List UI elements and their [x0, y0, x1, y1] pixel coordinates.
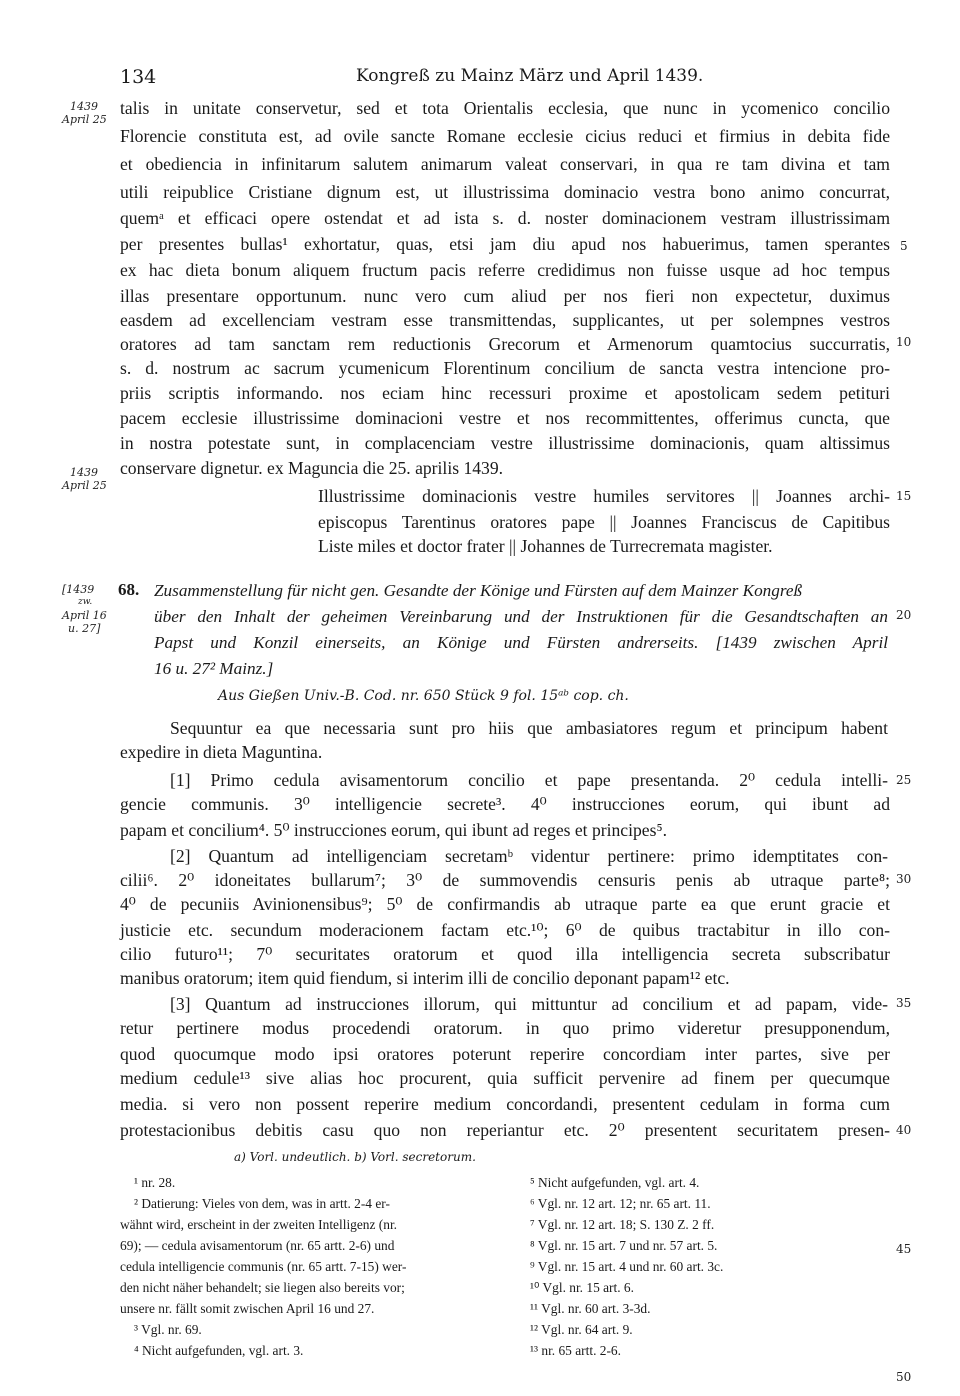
text-line: in nostra potestate sunt, in complacenciam vestre illustrissime dominacionis, quam altissimus: [120, 433, 890, 453]
footnote: ⁵ Nicht aufgefunden, vgl. art. 4.: [530, 1175, 700, 1190]
text-line: papam et concilium⁴. 5⁰ instrucciones eorum, qui ibunt ad reges et principes⁵.: [120, 820, 667, 840]
text-line: [2] Quantum ad intelligenciam secretamᵇ videntur pertinere: primo idemptitates con-: [170, 846, 888, 866]
source-citation: Aus Gießen Univ.-B. Cod. nr. 650 Stück 9 fol. 15ᵃᵇ cop. ch.: [218, 688, 629, 704]
footnote: unsere nr. fällt somit zwischen April 16 und 27.: [120, 1301, 375, 1316]
line-number: 30: [896, 872, 912, 886]
margin-note-zw: zw.: [78, 597, 93, 607]
text-line: media. si vero non possent reperire medium concordandi, presentent cedulam in forma cum: [120, 1094, 890, 1114]
text-line: s. d. nostrum ac sacrum ycumenicum Florentinum concilium de sancta vestra intencione pro-: [120, 358, 890, 378]
text-line: cilio futuro¹¹; 7⁰ securitates oratorum et quod illa intelligencia secreta subscribatur: [120, 944, 890, 964]
text-line: utili reipublice Cristiane dignum est, ut illustrissima dominacio vestra bono animo concurrat,: [120, 182, 890, 202]
line-number: 15: [896, 489, 912, 503]
footnote: cedula intelligencie communis (nr. 65 artt. 7-15) wer-: [120, 1259, 407, 1274]
text-line: priis scriptis informando. nos eciam hinc recessuri proxime et apostolicam sedem petituri: [120, 383, 890, 403]
footnote: ¹³ nr. 65 artt. 2-6.: [530, 1343, 621, 1358]
text-line: quod quocumque modo ipsi oratores poterunt reperire concordiam inter partes, sive per: [120, 1044, 890, 1064]
margin-note-day: u. 27]: [68, 622, 101, 635]
footnote: ⁶ Vgl. nr. 12 art. 12; nr. 65 art. 11.: [530, 1196, 711, 1211]
footnote: den nicht näher behandelt; sie liegen also bereits vor;: [120, 1280, 405, 1295]
text-line: per presentes bullas¹ exhortatur, quas, etsi jam diu apud nos habuerimus, tamen sperantes: [120, 234, 890, 254]
margin-note-year: [1439: [62, 583, 95, 596]
footnote: ⁹ Vgl. nr. 15 art. 4 und nr. 60 art. 3c.: [530, 1259, 724, 1274]
text-line: manibus oratorum; item quid fiendum, si interim illi de concilio deponant papam¹² etc.: [120, 968, 730, 988]
footnote: ⁷ Vgl. nr. 12 art. 18; S. 130 Z. 2 ff.: [530, 1217, 715, 1232]
text-line: justicie etc. secundum moderacionem factam etc.¹⁰; 6⁰ de quibus tractabitur in illo con-: [120, 920, 890, 940]
section-heading-line: über den Inhalt der geheimen Vereinbarung und der Instruktionen für die Gesandtschaften an: [154, 607, 888, 626]
line-number: 5: [900, 239, 908, 253]
section-heading-line: Zusammenstellung für nicht gen. Gesandte der Könige und Fürsten auf dem Mainzer Kongreß: [154, 581, 803, 600]
text-line: medium cedule¹³ sive alias hoc procurent, quia sufficit pervenire ad finem per quecumque: [120, 1068, 890, 1088]
line-number: 25: [896, 773, 912, 787]
text-line: easdem ad excellenciam vestram esse transmittendas, supplicantes, ut per solempnes vestros: [120, 310, 890, 330]
text-line: protestacionibus debitis casu quo non reperiantur etc. 2⁰ presentent securitatem presen-: [120, 1120, 890, 1140]
section-heading-line: Papst und Konzil einerseits, an Könige und Fürsten andrerseits. [1439 zwischen April: [154, 633, 888, 652]
text-line: conservare dignetur. ex Maguncia die 25. aprilis 1439.: [120, 458, 504, 478]
line-number: 20: [896, 608, 912, 622]
text-line: Florencie constituta est, ad ovile sancte Romane ecclesie cicius reduci et firmius in debita fide: [120, 126, 890, 146]
line-number: 10: [896, 335, 912, 349]
text-line: pacem ecclesie illustrissime dominacioni vestre et nos recommittentes, offerimus cuncta, que: [120, 408, 890, 428]
text-line: talis in unitate conservetur, sed et tota Orientalis ecclesia, que nunc in ycomenico concilio: [120, 98, 890, 118]
footnote: wähnt wird, erscheint in der zweiten Intelligenz (nr.: [120, 1217, 398, 1232]
line-number: 45: [896, 1242, 912, 1256]
margin-note-day: April 16: [62, 609, 107, 622]
footnote: ¹¹ Vgl. nr. 60 art. 3-3d.: [530, 1301, 651, 1316]
running-title: Kongreß zu Mainz März und April 1439.: [356, 66, 704, 86]
margin-note-year: 1439: [70, 100, 98, 113]
signature-line: episcopus Tarentinus oratores pape || Joannes Franciscus de Capitibus: [318, 512, 890, 532]
text-line: ex hac dieta bonum aliquem fructum pacis referre credidimus non fuisse usque ad hoc tempus: [120, 260, 890, 280]
text-line: gencie communis. 3⁰ intelligencie secrete³. 4⁰ instrucciones eorum, qui ibunt ad: [120, 794, 890, 814]
text-line: expedire in dieta Maguntina.: [120, 742, 323, 762]
footnote: ¹² Vgl. nr. 64 art. 9.: [530, 1322, 633, 1337]
text-line: 4⁰ de pecuniis Avinionensibus⁹; 5⁰ de confirmandis ab utraque parte ea que erunt gracie et: [120, 894, 890, 914]
footnote: ¹⁰ Vgl. nr. 15 art. 6.: [530, 1280, 634, 1295]
text-line: oratores ad tam sanctam rem reductionis Grecorum et Armenorum quamtocius succurratis,: [120, 334, 890, 354]
page-number: 134: [120, 66, 157, 88]
footnote: ² Datierung: Vieles von dem, was in artt. 2-4 er-: [134, 1196, 390, 1211]
text-line: illas presentare opportunum. nunc vero cum aliud per nos fieri non expectetur, duximus: [120, 286, 890, 306]
line-number: 50: [896, 1370, 912, 1384]
section-number: 68.: [118, 580, 140, 599]
margin-note-day: April 25: [62, 113, 107, 126]
text-line: [3] Quantum ad instrucciones illorum, qui mittuntur ad concilium et ad papam, vide-: [170, 994, 888, 1014]
margin-note-year: 1439: [70, 466, 98, 479]
text-line: quemᵃ et efficaci opere ostendat et ad ista s. d. noster dominacionem vestram illustrissimam: [120, 208, 890, 228]
text-line: et obediencia in infinitarum salutem animarum valeat conservari, in qua re tam divina et tam: [120, 154, 890, 174]
footnote: ⁸ Vgl. nr. 15 art. 7 und nr. 57 art. 5.: [530, 1238, 718, 1253]
margin-note-date-1: [62, 100, 107, 126]
text-line: cilii⁶. 2⁰ idoneitates bullarum⁷; 3⁰ de summovendis censuris penis ab utraque parte⁸;: [120, 870, 890, 890]
textual-notes: a) Vorl. undeutlich. b) Vorl. secretorum.: [234, 1150, 476, 1164]
signature-line: Liste miles et doctor frater || Johannes de Turrecremata magister.: [318, 536, 773, 556]
footnote: 69); — cedula avisamentorum (nr. 65 artt. 2-6) und: [120, 1238, 395, 1253]
line-number: 40: [896, 1123, 912, 1137]
text-line: [1] Primo cedula avisamentorum concilio et pape presentanda. 2⁰ cedula intelli-: [170, 770, 888, 790]
section-heading-line: 16 u. 27² Mainz.]: [154, 659, 274, 678]
text-line: retur pertinere modus procedendi oratorum. in quo primo videretur presupponendum,: [120, 1018, 890, 1038]
footnote: ¹ nr. 28.: [134, 1175, 176, 1190]
signature-line: Illustrissime dominacionis vestre humiles servitores || Joannes archi-: [318, 486, 890, 506]
text-line: Sequuntur ea que necessaria sunt pro hiis que ambasiatores regum et principum habent: [170, 718, 888, 738]
margin-note-date-3: [62, 583, 107, 635]
margin-note-day: April 25: [62, 479, 107, 492]
footnote: ⁴ Nicht aufgefunden, vgl. art. 3.: [134, 1343, 304, 1358]
margin-note-date-2: [62, 466, 107, 492]
footnote: ³ Vgl. nr. 69.: [134, 1322, 202, 1337]
line-number: 35: [896, 996, 912, 1010]
